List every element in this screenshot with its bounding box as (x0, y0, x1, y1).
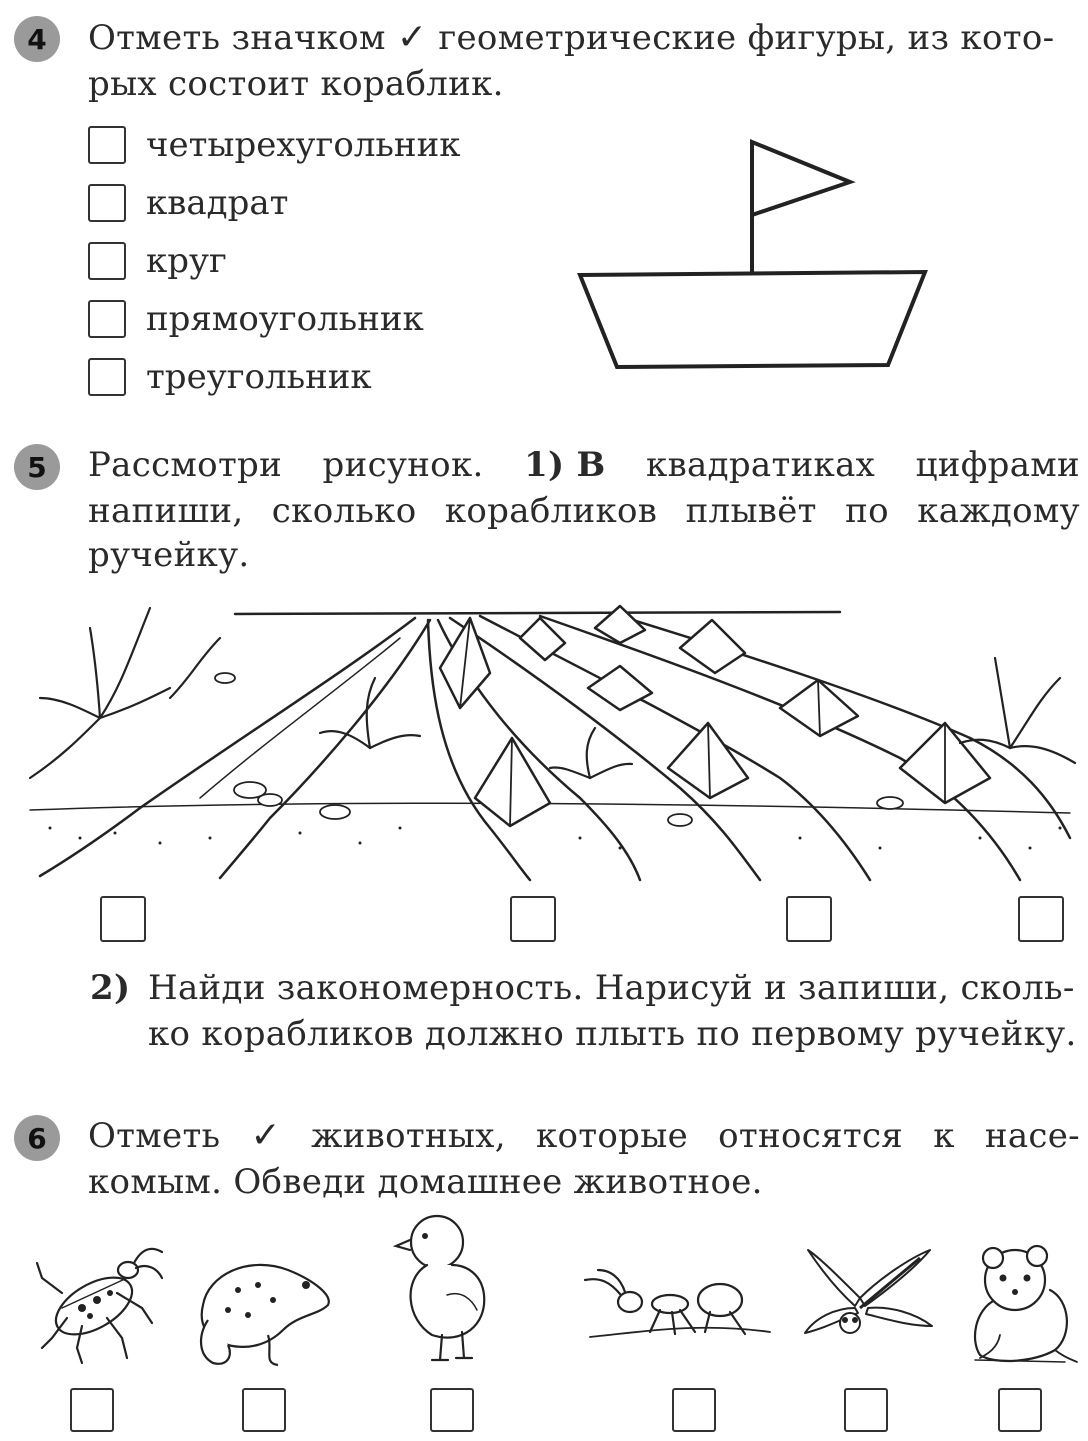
task-5-word: рисунок. (322, 445, 484, 485)
ant-icon (580, 1262, 780, 1362)
task-4-number-badge (14, 16, 60, 62)
task-5-number-badge (14, 444, 60, 490)
checkmark-icon: ✓ (250, 1115, 281, 1156)
streams-with-paper-boats-illustration (20, 598, 1080, 883)
task-5-part-2-line-2: ко корабликов должно плыть по первому ручейку. (148, 1014, 1077, 1054)
checkmark-icon: ✓ (396, 17, 428, 58)
task-4-instruction-line-2: рых состоит кораблик. (88, 64, 504, 104)
task-5-part-2-line-1: Найди закономерность. Нарисуй и запиши, сколь- (148, 968, 1075, 1008)
task-6-word: животных, (311, 1116, 506, 1156)
task-5-word: цифрами (915, 445, 1080, 485)
animal-checkbox-beetle[interactable] (70, 1388, 114, 1432)
task-5-part-2-number: 2) (90, 968, 131, 1008)
task-5-instruction-line-1 (88, 443, 1080, 487)
option-label-triangle: треугольник (146, 357, 372, 397)
task-5-word: по (845, 491, 889, 531)
stream-count-box-2[interactable] (510, 896, 556, 942)
animal-checkbox-dragonfly[interactable] (844, 1388, 888, 1432)
task-5-instruction-line-2 (88, 489, 1080, 533)
task-6-number: 6 (27, 1121, 47, 1155)
stream-count-box-1[interactable] (100, 896, 146, 942)
option-label-quadrilateral: четырехугольник (146, 125, 461, 165)
task-4-text-b: геометрические фигуры, из кото- (438, 18, 1055, 58)
beetle-icon (22, 1238, 172, 1368)
task-6-instruction-line-2: комым. Обведи домашнее животное. (88, 1162, 763, 1202)
chick-icon (392, 1210, 502, 1370)
task-5-word: плывёт (685, 491, 817, 531)
option-checkbox-quadrilateral[interactable] (88, 126, 126, 164)
hamster-icon (955, 1240, 1080, 1370)
task-6-word: к (933, 1116, 955, 1156)
task-4-number: 4 (27, 22, 47, 56)
option-label-circle: круг (146, 241, 227, 281)
stream-count-box-4[interactable] (1018, 896, 1064, 942)
dragonfly-icon (800, 1238, 940, 1368)
task-6-number-badge (14, 1115, 60, 1161)
task-4-instruction-line-1 (88, 16, 1054, 60)
animal-checkbox-hamster[interactable] (998, 1388, 1042, 1432)
stream-count-box-3[interactable] (786, 896, 832, 942)
task-5-word: квадратиках (646, 445, 876, 485)
task-5-word: корабликов (444, 491, 658, 531)
task-6-word: относятся (718, 1116, 904, 1156)
task-4-text-a: Отметь значком (88, 18, 386, 58)
task-5-word: Рассмотри (88, 445, 283, 485)
animal-checkbox-ant[interactable] (672, 1388, 716, 1432)
task-6-word: Отметь (88, 1116, 221, 1156)
task-6-word: насе- (984, 1116, 1080, 1156)
option-checkbox-triangle[interactable] (88, 358, 126, 396)
option-label-square: квадрат (146, 183, 289, 223)
task-6-word: которые (535, 1116, 689, 1156)
task-5-number: 5 (27, 450, 47, 484)
option-checkbox-rectangle[interactable] (88, 300, 126, 338)
option-checkbox-circle[interactable] (88, 242, 126, 280)
option-checkbox-square[interactable] (88, 184, 126, 222)
option-label-rectangle: прямоугольник (146, 299, 424, 339)
paper-boat-geometric-icon (570, 130, 940, 380)
task-6-instruction-line-1 (88, 1114, 1080, 1158)
task-5-word: напиши, (88, 491, 244, 531)
task-5-word: каждому (917, 491, 1080, 531)
animal-checkbox-frog[interactable] (242, 1388, 286, 1432)
frog-icon (188, 1245, 338, 1370)
animal-checkbox-chick[interactable] (430, 1388, 474, 1432)
task-5-word: сколько (271, 491, 417, 531)
task-5-instruction-line-3: ручейку. (88, 535, 250, 575)
task-5-word: 1) В (524, 445, 606, 485)
